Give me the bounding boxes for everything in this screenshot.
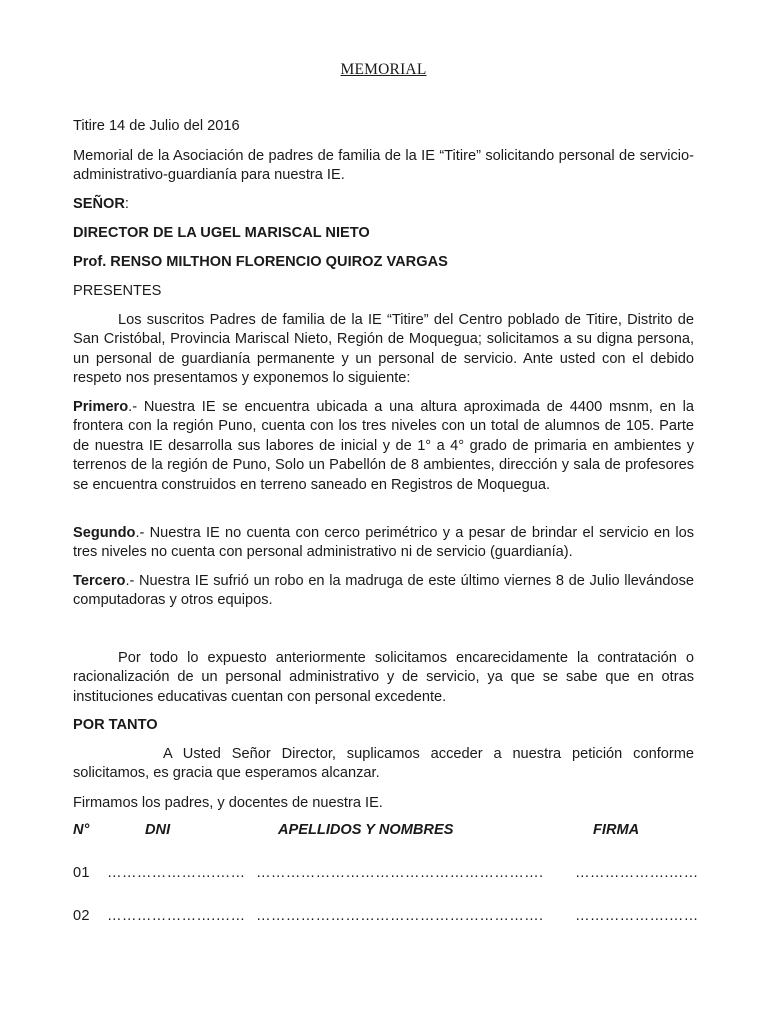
segundo-text: .- Nuestra IE no cuenta con cerco perimétrico y a pesar de brindar el servicio en los tres niveles no cuenta con personal administrativo ni de servicio (guardianía). [73,525,694,561]
presentes-line: PRESENTES [73,283,162,299]
document-page [73,0,699,1024]
row-number: 02 [73,908,90,924]
por-tanto-heading: POR TANTO [73,717,158,733]
salutation-colon: : [124,196,129,212]
segundo-label: Segundo [73,525,136,541]
recipient-title: DIRECTOR DE LA UGEL MARISCAL NIETO [73,225,370,241]
recipient-name: Prof. RENSO MILTHON FLORENCIO QUIROZ VARGAS [73,254,448,270]
intro-paragraph: Memorial de la Asociación de padres de familia de la IE “Titire” solicitando personal de servicio-administrativo-guardianía para nuestra IE. [73,148,694,184]
document-title: MEMORIAL [340,61,427,78]
header-dni: DNI [145,822,171,838]
point-tercero [73,572,694,611]
row-dni-blank: ………………….…… [107,908,246,924]
signature-table-header [73,822,694,842]
signature-row [73,908,699,928]
signature-row [73,865,699,885]
salutation-label: SEÑOR [73,196,125,212]
date-line: Titire 14 de Julio del 2016 [73,118,240,134]
signatories-line: Firmamos los padres, y docentes de nuestra IE. [73,795,383,811]
tercero-label: Tercero [73,573,126,589]
header-names: APELLIDOS Y NOMBRES [278,822,454,838]
row-signature-blank: ……………….…… [575,908,699,924]
row-names-blank: …………………………………………………. [256,865,544,881]
primero-label: Primero [73,399,129,415]
point-segundo [73,524,694,563]
header-number: N° [73,822,90,838]
row-number: 01 [73,865,90,881]
primero-text: .- Nuestra IE se encuentra ubicada a una altura aproximada de 4400 msnm, en la frontera con la región Puno, cuenta con los tres niveles con un total de alumnos de 105. Parte de nuestra IE desarrolla sus labores de inicial y de 1° a 4° grado de primaria en ambientes y terrenos de la región de Puno, Solo un Pabellón de 8 ambientes, dirección y sala de profesores se encuentra construidos en terreno saneado en Registros de Moquegua. [73,399,694,493]
salutation-line [73,195,694,214]
header-signature: FIRMA [593,822,640,838]
body-paragraph-request: Por todo lo expuesto anteriormente solicitamos encarecidamente la contratación o racionalización de un personal administrativo y de servicio, ya que se sabe que en otras instituciones educativas cuentan con personal excedente. [73,650,694,705]
row-signature-blank: ……………….…… [575,865,699,881]
row-dni-blank: ………………….…… [107,865,246,881]
point-primero [73,398,694,495]
petition-paragraph: A Usted Señor Director, suplicamos acceder a nuestra petición conforme solicitamos, es gracia que esperamos alcanzar. [73,746,694,782]
row-names-blank: …………………………………………………. [256,908,544,924]
tercero-text: .- Nuestra IE sufrió un robo en la madruga de este último viernes 8 de Julio llevándose computadoras y otros equipos. [73,573,694,609]
body-paragraph-intro: Los suscritos Padres de familia de la IE “Titire” del Centro poblado de Titire, Distrito de San Cristóbal, Provincia Mariscal Nieto, Región de Moquegua; solicitamos a su digna persona, un personal de guardianía permanente y un personal de servicio. Ante usted con el debido respeto nos presentamos y exponemos lo siguiente: [73,312,694,387]
